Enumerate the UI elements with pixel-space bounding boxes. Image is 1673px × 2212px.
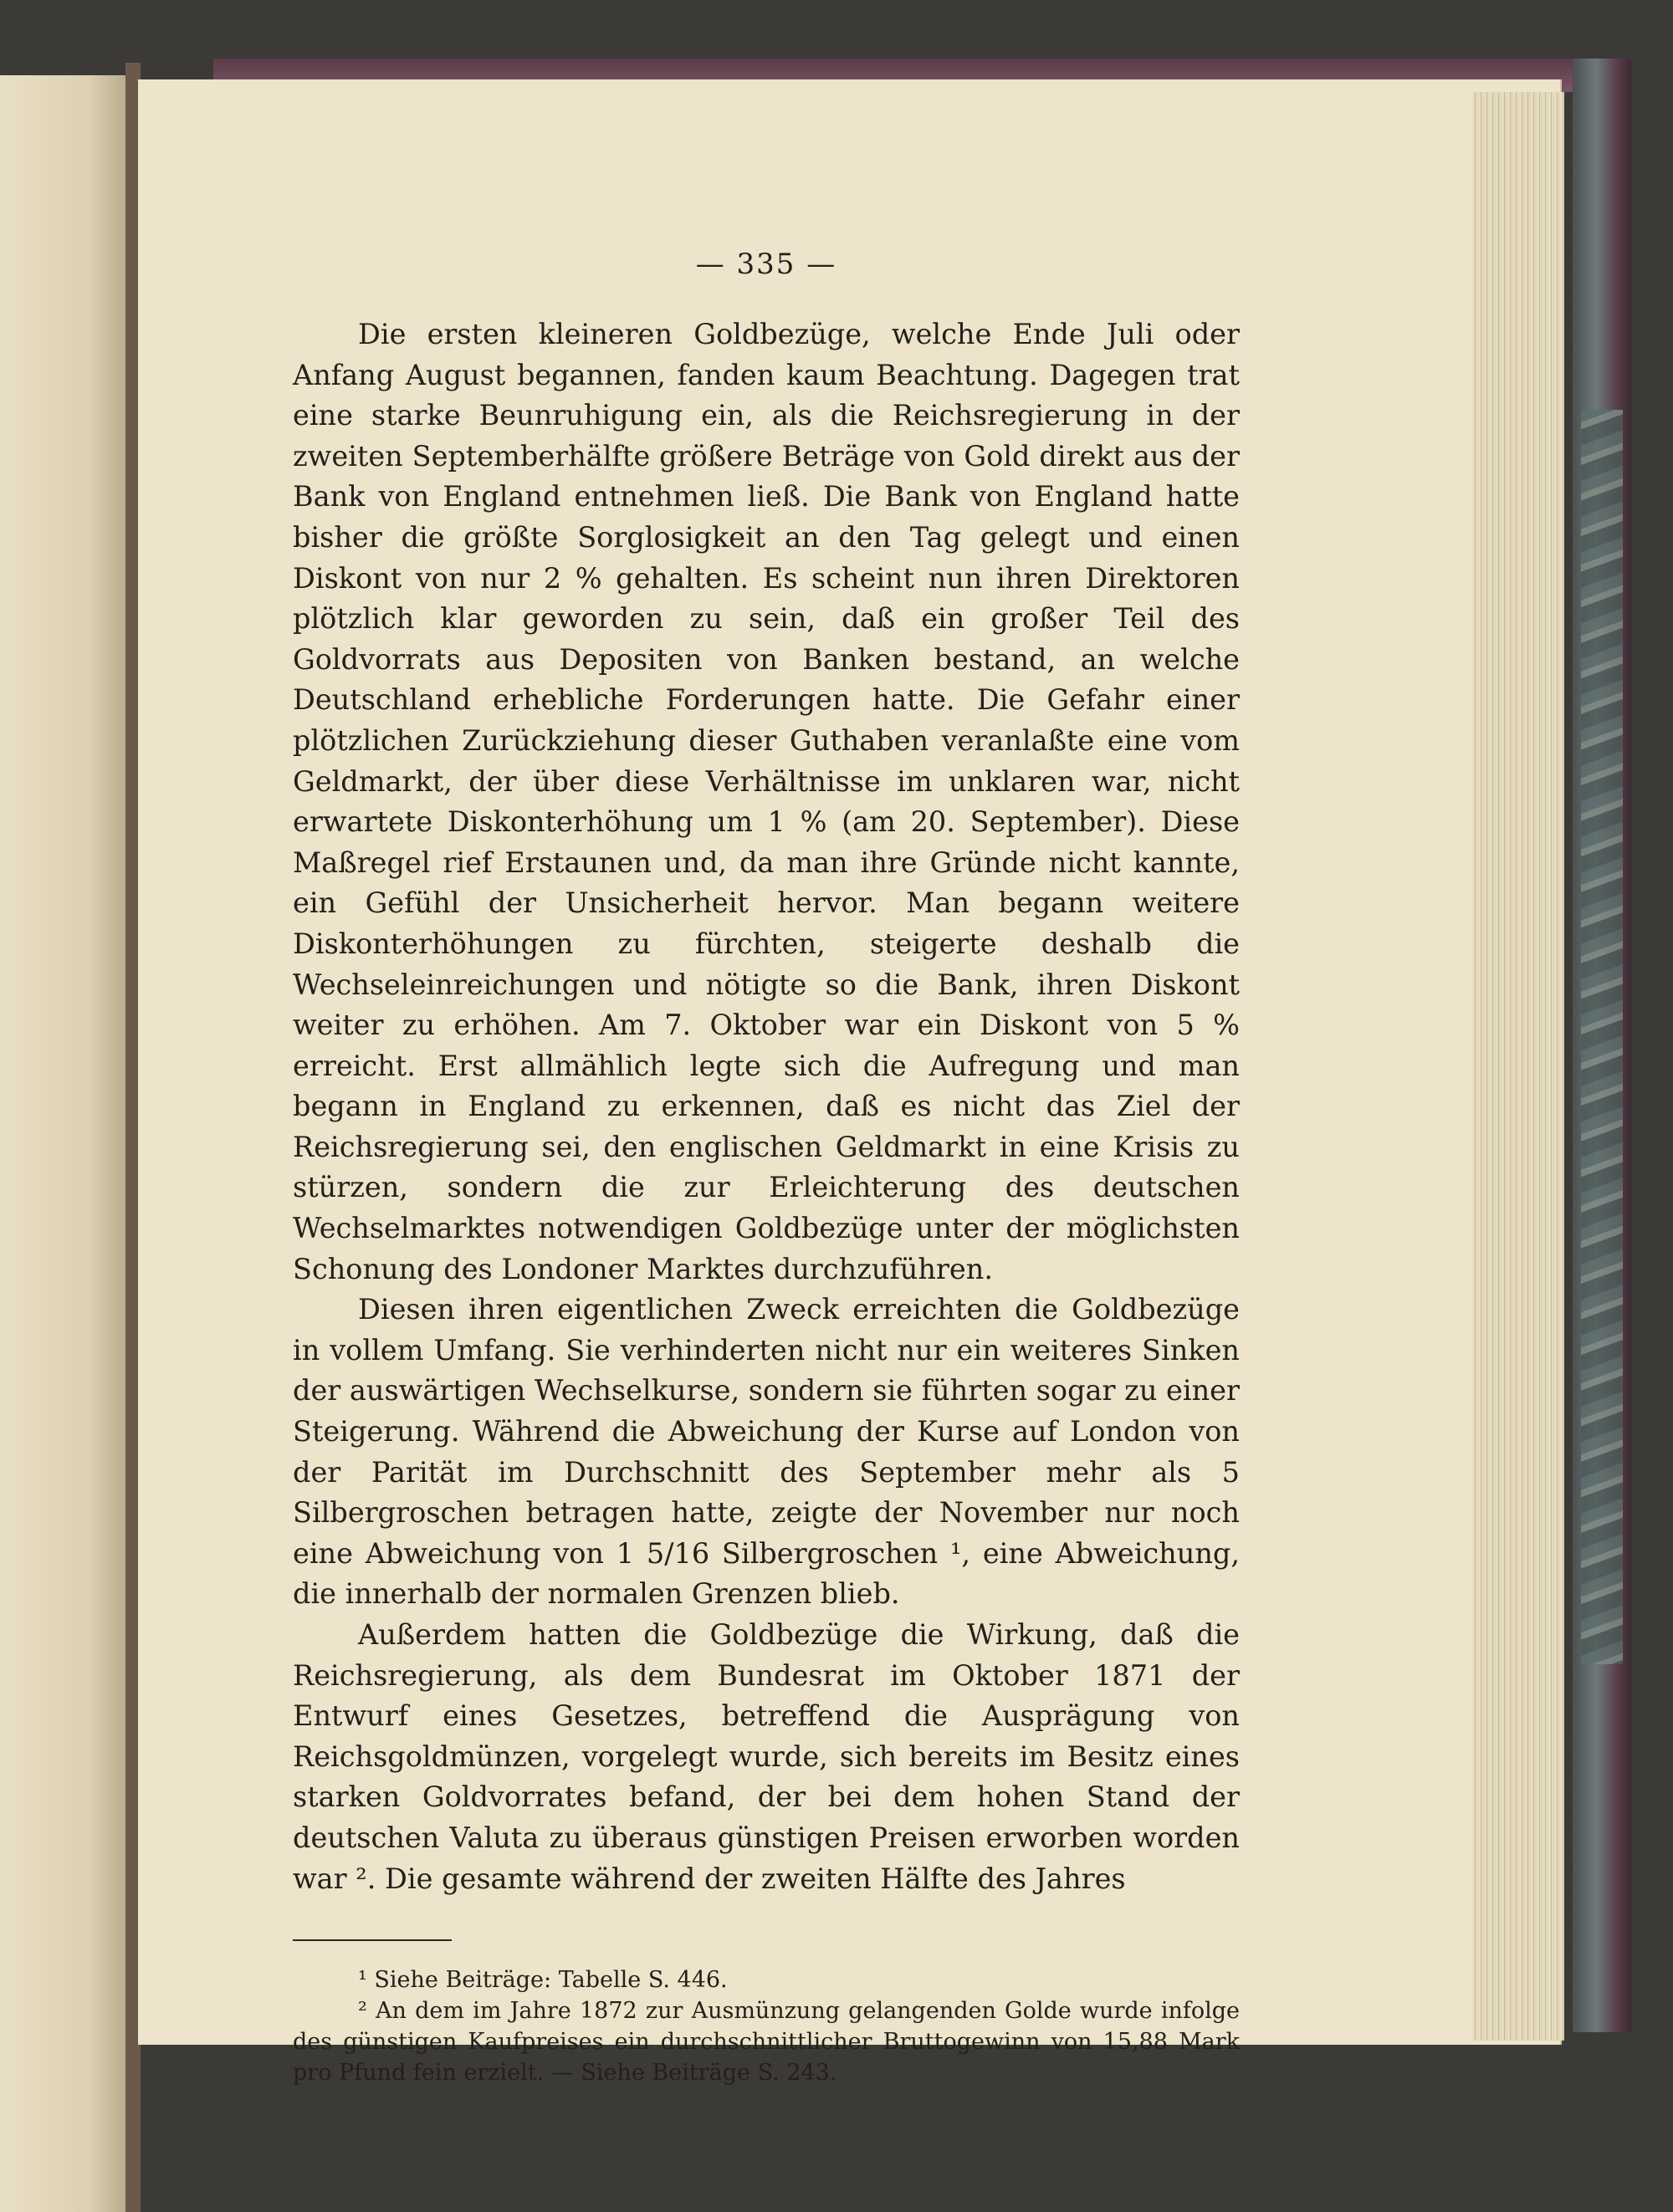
footnote-2: ² An dem im Jahre 1872 zur Ausmünzung gelangenden Golde wurde infolge des günstigen Kaufpreises ein durchschnittlicher Bruttogewinn von 15,88 Mark pro Pfund fein erzielt. — Siehe Beiträge S. 243. <box>293 1998 1240 2087</box>
page-content <box>293 248 1240 2088</box>
footnote-1: ¹ Siehe Beiträge: Tabelle S. 446. <box>358 1967 728 1994</box>
right-cover <box>1573 59 1631 2032</box>
paragraph-3: Außerdem hatten die Goldbezüge die Wirkung, daß die Reichsregierung, als dem Bundesrat im Oktober 1871 der Entwurf eines Gesetzes, betreffend die Ausprägung von Reichsgoldmünzen, vorgelegt wurde, sich bereits im Besitz eines starken Goldvorrates befand, der bei dem hohen Stand der deutschen Valuta zu überaus günstigen Preisen erworben worden war ². Die gesamte während der zweiten Hälfte des Jahres <box>293 1618 1240 1895</box>
marbled-cover-pattern <box>1581 410 1623 1664</box>
page-stack-edges <box>1472 92 1564 2041</box>
paragraph-1: Die ersten kleineren Goldbezüge, welche Ende Juli oder Anfang August begannen, fanden kaum Beachtung. Dagegen trat eine starke Beunruhigung ein, als die Reichsregierung in der zweiten Septemberhälfte größere Beträge von Gold direkt aus der Bank von England entnehmen ließ. Die Bank von England hatte bisher die größte Sorglosigkeit an den Tag gelegt und einen Diskont von nur 2 % gehalten. Es scheint nun ihren Direktoren plötzlich klar geworden zu sein, daß ein großer Teil des Goldvorrats aus Depositen von Banken bestand, an welche Deutschland erhebliche Forderungen hatte. Die Gefahr einer plötzlichen Zurückziehung dieser Guthaben veranlaßte eine vom Geldmarkt, der über diese Verhältnisse im unklaren war, nicht erwartete Diskonterhöhung um 1 % (am 20. September). Diese Maßregel rief Erstaunen und, da man ihre Gründe nicht kannte, ein Gefühl der Unsicherheit hervor. Man begann weitere Diskonterhöhungen zu fürchten, steigerte deshalb die Wechseleinreichungen und nötigte so die Bank, ihren Diskont weiter zu erhöhen. Am 7. Oktober war ein Diskont von 5 % erreicht. Erst allmählich legte sich die Aufregung und man begann in England zu erkennen, daß es nicht das Ziel der Reichsregierung sei, den englischen Geldmarkt in eine Krisis zu stürzen, sondern die zur Erleichterung des deutschen Wechselmarktes notwendigen Goldbezüge unter der möglichsten Schonung des Londoner Marktes durchzuführen. <box>293 318 1240 1285</box>
footnote-divider <box>293 1939 452 1941</box>
left-page-edge <box>0 75 125 2212</box>
page-number: — 335 — <box>695 248 837 281</box>
paragraph-2: Diesen ihren eigentlichen Zweck erreichten die Goldbezüge in vollem Umfang. Sie verhinderten nicht nur ein weiteres Sinken der auswärtigen Wechselkurse, sondern sie führten sogar zu einer Steigerung. Während die Abweichung der Kurse auf London von der Parität im Durchschnitt des September mehr als 5 Silbergroschen betragen hatte, zeigte der November nur noch eine Abweichung von 1 5/16 Silbergroschen ¹, eine Abweichung, die innerhalb der normalen Grenzen blieb. <box>293 1293 1240 1611</box>
